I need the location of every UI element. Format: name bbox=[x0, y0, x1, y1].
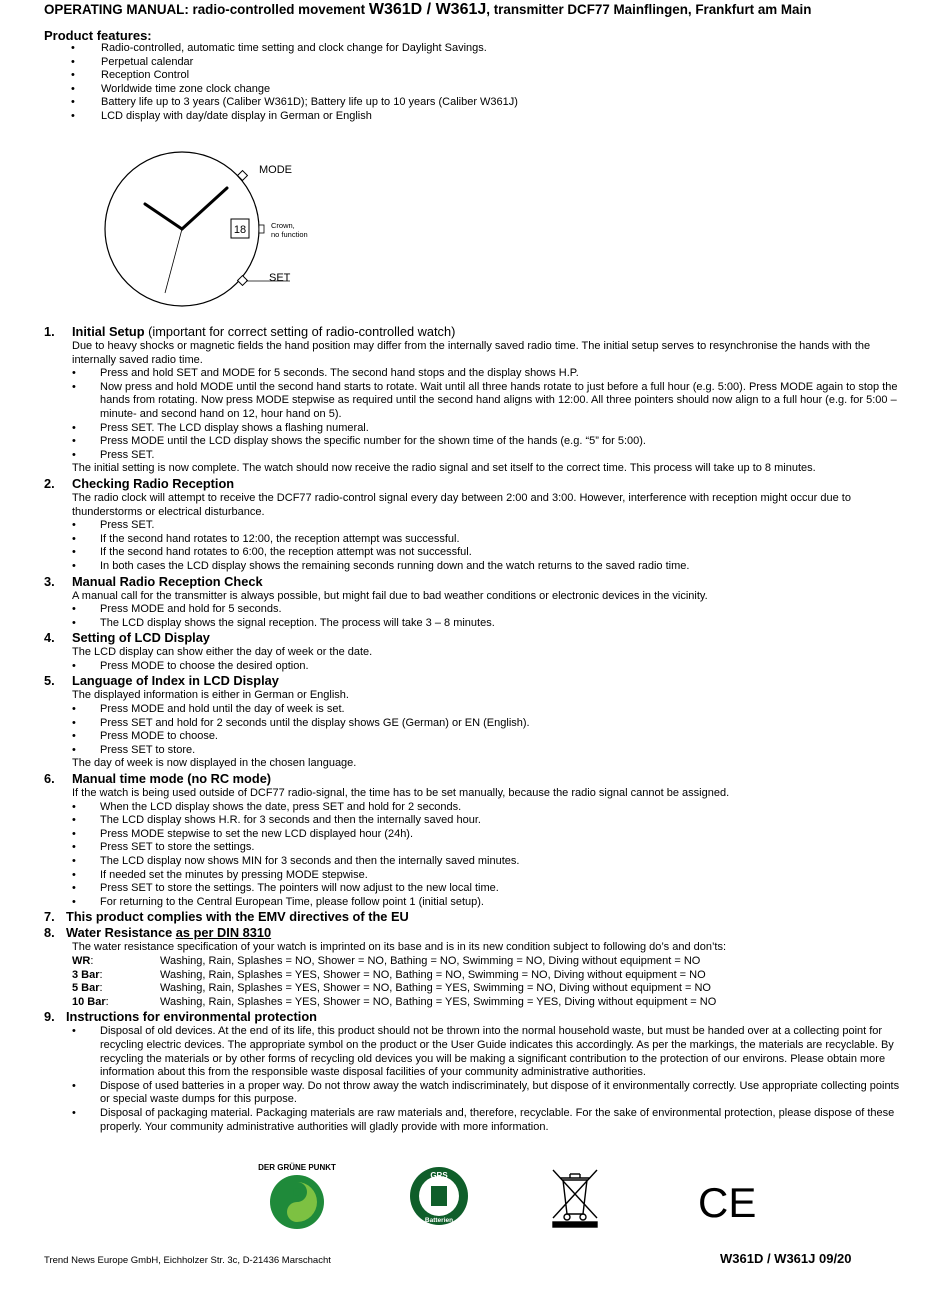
section-heading: Checking Radio Reception bbox=[72, 475, 235, 491]
step-item: • Now press and hold MODE until the second hand starts to rotate. Wait until all three hands rotate to just before a full hour (e.g. 5:00). Press MODE again to stop the hands from rotating. Now press MODE stepwise as required until the second hand aligns with 12:00. All three pointers should now align to a full hour (e.g. for 5:00 – minute- and second hand on 12, hour hand on 5). bbox=[72, 381, 904, 422]
wr-row bbox=[72, 969, 904, 983]
step-item: • In both cases the LCD display shows the remaining seconds running down and the watch returns to the saved radio time. bbox=[72, 560, 904, 574]
step-item: • Press MODE and hold until the day of week is set. bbox=[72, 703, 904, 717]
section-heading: Manual time mode (no RC mode) bbox=[72, 771, 272, 787]
step-item: • Press SET. bbox=[72, 519, 904, 533]
section-heading: Instructions for environmental protection bbox=[66, 1009, 317, 1025]
grs-text: GRS bbox=[430, 1171, 448, 1180]
section-heading: This product complies with the EMV directives of the EU bbox=[66, 909, 409, 925]
section-lcd-display bbox=[44, 630, 904, 673]
step-item: • Press MODE until the LCD display shows the specific number for the shown time of the hands (e.g. “5” for 5:00). bbox=[72, 435, 904, 449]
section-intro: The water resistance specification of your watch is imprinted on its base and is in its new condition subject to following do’s and don’ts: bbox=[72, 941, 727, 954]
step-item: • Press SET to store the settings. The pointers will now adjust to the new local time. bbox=[72, 882, 904, 896]
section-number: 1. bbox=[44, 324, 55, 339]
watch-diagram bbox=[100, 145, 340, 315]
feature-item: • Reception Control bbox=[44, 69, 518, 83]
second-hand bbox=[165, 229, 182, 293]
step-item: • Press and hold SET and MODE for 5 seconds. The second hand stops and the display shows H.P. bbox=[72, 367, 904, 381]
heading-text: Water Resistance bbox=[66, 925, 176, 941]
step-item: • For returning to the Central European Time, please follow point 1 (initial setup). bbox=[72, 896, 904, 910]
step-item: • Press SET to store the settings. bbox=[72, 841, 904, 855]
step-list bbox=[72, 367, 904, 462]
step-list bbox=[72, 1025, 904, 1134]
wr-value: Washing, Rain, Splashes = NO, Shower = NO, Bathing = NO, Swimming = NO, Diving without equipment = NO bbox=[160, 954, 701, 967]
section-number: 9. bbox=[44, 1009, 55, 1025]
crown-label-2: no function bbox=[271, 230, 308, 239]
wr-key: WR: bbox=[72, 954, 94, 967]
title-suffix: , transmitter DCF77 Mainflingen, Frankfurt am Main bbox=[486, 2, 812, 17]
crown-label-1: Crown, bbox=[271, 221, 295, 230]
section-intro: Due to heavy shocks or magnetic fields the hand position may differ from the internally saved radio time. The initial setup serves to resynchronise the hands with the internally saved radio time. bbox=[72, 340, 871, 366]
step-item: • When the LCD display shows the date, press SET and hold for 2 seconds. bbox=[72, 801, 904, 815]
features-list bbox=[44, 42, 518, 123]
gruene-punkt-logo bbox=[258, 1163, 336, 1229]
section-manual-time bbox=[44, 771, 904, 909]
grs-logo bbox=[410, 1167, 468, 1225]
title-model: W361D / W361J bbox=[368, 1, 487, 18]
water-resistance-body bbox=[72, 941, 904, 1009]
step-item: • Press MODE and hold for 5 seconds. bbox=[72, 603, 904, 617]
step-item: • Press SET to store. bbox=[72, 744, 904, 758]
section-outro: The initial setting is now complete. The watch should now receive the radio signal and set itself to the correct time. This process will take up to 8 minutes. bbox=[72, 462, 816, 475]
features-heading: Product features: bbox=[44, 28, 152, 43]
section-language bbox=[44, 673, 904, 771]
feature-item: • Radio-controlled, automatic time setting and clock change for Daylight Savings. bbox=[44, 42, 518, 56]
step-item: • Press MODE to choose the desired option. bbox=[72, 660, 904, 674]
set-pusher bbox=[238, 276, 248, 286]
step-item: • If the second hand rotates to 12:00, the reception attempt was successful. bbox=[72, 533, 904, 547]
minute-hand bbox=[182, 188, 227, 229]
step-item: • Press SET. The LCD display shows a flashing numeral. bbox=[72, 422, 904, 436]
heading-text: Initial Setup bbox=[72, 324, 145, 339]
section-number: 2. bbox=[44, 475, 55, 491]
set-label: SET bbox=[269, 272, 291, 284]
hour-hand bbox=[145, 204, 182, 229]
title-prefix: OPERATING MANUAL: radio-controlled movement bbox=[44, 2, 369, 17]
feature-item: • LCD display with day/date display in German or English bbox=[44, 110, 518, 124]
wr-value: Washing, Rain, Splashes = YES, Shower = NO, Bathing = YES, Swimming = YES, Diving without equipment = NO bbox=[160, 995, 717, 1008]
step-item: • The LCD display now shows MIN for 3 seconds and then the internally saved minutes. bbox=[72, 855, 904, 869]
grs-sub-text: Batterien bbox=[424, 1217, 454, 1224]
wr-row bbox=[72, 982, 904, 996]
step-list bbox=[72, 660, 904, 674]
section-number: 6. bbox=[44, 771, 55, 787]
document-title bbox=[44, 1, 811, 19]
section-outro: The day of week is now displayed in the chosen language. bbox=[72, 757, 357, 770]
logo-row bbox=[0, 1158, 950, 1238]
section-number: 7. bbox=[44, 909, 55, 925]
section-heading: Manual Radio Reception Check bbox=[72, 573, 263, 589]
feature-item: • Perpetual calendar bbox=[44, 56, 518, 70]
feature-item: • Worldwide time zone clock change bbox=[44, 83, 518, 97]
wr-key: 5 Bar: bbox=[72, 982, 103, 995]
section-water-resistance bbox=[44, 925, 904, 1009]
section-intro: If the watch is being used outside of DCF77 radio-signal, the time has to be set manually, because the radio signal cannot be assigned. bbox=[72, 787, 730, 800]
section-number: 4. bbox=[44, 630, 55, 646]
step-list bbox=[72, 801, 904, 910]
section-checking-reception bbox=[44, 476, 904, 574]
section-intro: The radio clock will attempt to receive the DCF77 radio-control signal every day between 2:00 and 3:00. However, interference with reception might occur due to thunderstorms or electrical disturbance. bbox=[72, 491, 851, 518]
section-initial-setup bbox=[44, 324, 904, 476]
gruene-punkt-text: DER GRÜNE PUNKT bbox=[258, 1163, 336, 1172]
wr-row bbox=[72, 996, 904, 1010]
section-heading: Setting of LCD Display bbox=[72, 630, 210, 646]
heading-note: (important for correct setting of radio-controlled watch) bbox=[144, 324, 456, 339]
step-item: • Disposal of packaging material. Packaging materials are raw materials and, therefore, recyclable. For the sake of environmental protection, please dispose of these properly. Your community administrative authorities will gladly provide with more information. bbox=[72, 1107, 904, 1134]
step-list bbox=[72, 519, 904, 573]
section-number: 3. bbox=[44, 573, 55, 589]
step-item: • Dispose of used batteries in a proper way. Do not throw away the watch indiscriminately, but dispose of it environmentally correctly. Use appropriate collecting points or special waste dumps for this purpose. bbox=[72, 1080, 904, 1107]
step-item: • The LCD display shows the signal reception. The process will take 3 – 8 minutes. bbox=[72, 617, 904, 631]
wr-row bbox=[72, 955, 904, 969]
step-item: • If needed set the minutes by pressing MODE stepwise. bbox=[72, 869, 904, 883]
ce-mark: CE bbox=[698, 1179, 757, 1226]
section-intro: The displayed information is either in German or English. bbox=[72, 689, 349, 702]
section-manual-reception bbox=[44, 574, 904, 631]
instructions bbox=[44, 324, 904, 1134]
mode-label: MODE bbox=[259, 164, 292, 176]
step-item: • If the second hand rotates to 6:00, the reception attempt was not successful. bbox=[72, 546, 904, 560]
date-value: 18 bbox=[233, 224, 247, 236]
section-intro: The LCD display can show either the day of week or the date. bbox=[72, 646, 373, 659]
wr-key: 3 Bar: bbox=[72, 968, 103, 981]
section-heading: Language of Index in LCD Display bbox=[72, 673, 279, 689]
section-number: 5. bbox=[44, 673, 55, 689]
step-item: • Press MODE to choose. bbox=[72, 730, 904, 744]
step-item: • The LCD display shows H.R. for 3 seconds and then the internally saved hour. bbox=[72, 814, 904, 828]
step-list bbox=[72, 603, 904, 630]
step-item: • Press MODE stepwise to set the new LCD displayed hour (24h). bbox=[72, 828, 904, 842]
heading-standard: as per DIN 8310 bbox=[175, 925, 272, 941]
section-intro: A manual call for the transmitter is always possible, but might fail due to bad weather conditions or electronic devices in the vicinity. bbox=[72, 589, 708, 602]
step-item: • Disposal of old devices. At the end of its life, this product should not be thrown into the normal household waste, but must be handed over at a collecting point for recycling electric devices. The appropriate symbol on the product or the User Guide indicates this accordingly. As per the markings, the materials are recyclable. By recycling the materials or by other forms of recycling old devices you will be making a significant contribution to the protection of our environs. Please obtain more information about this from the responsible waste disposal facilities of your community administrative authorities. bbox=[72, 1025, 904, 1079]
wr-key: 10 Bar: bbox=[72, 995, 109, 1008]
footer-model-date: W361D / W361J 09/20 bbox=[720, 1251, 852, 1266]
step-list bbox=[72, 703, 904, 757]
section-heading bbox=[66, 925, 904, 941]
section-heading bbox=[72, 324, 904, 340]
section-emv bbox=[44, 909, 904, 925]
mode-pusher bbox=[238, 171, 248, 181]
section-number: 8. bbox=[44, 925, 55, 941]
crown bbox=[259, 225, 264, 233]
crossed-bin-icon bbox=[553, 1170, 597, 1227]
wr-value: Washing, Rain, Splashes = YES, Shower = NO, Bathing = NO, Swimming = NO, Diving without equipment = NO bbox=[160, 968, 706, 981]
feature-item: • Battery life up to 3 years (Caliber W361D); Battery life up to 10 years (Caliber W361J) bbox=[44, 96, 518, 110]
section-environment bbox=[44, 1009, 904, 1134]
wr-value: Washing, Rain, Splashes = YES, Shower = NO, Bathing = YES, Swimming = NO, Diving without equipment = NO bbox=[160, 982, 711, 995]
step-item: • Press SET and hold for 2 seconds until the display shows GE (German) or EN (English). bbox=[72, 717, 904, 731]
step-item: • Press SET. bbox=[72, 449, 904, 463]
footer-company: Trend News Europe GmbH, Eichholzer Str. 3c, D-21436 Marschacht bbox=[44, 1255, 331, 1266]
